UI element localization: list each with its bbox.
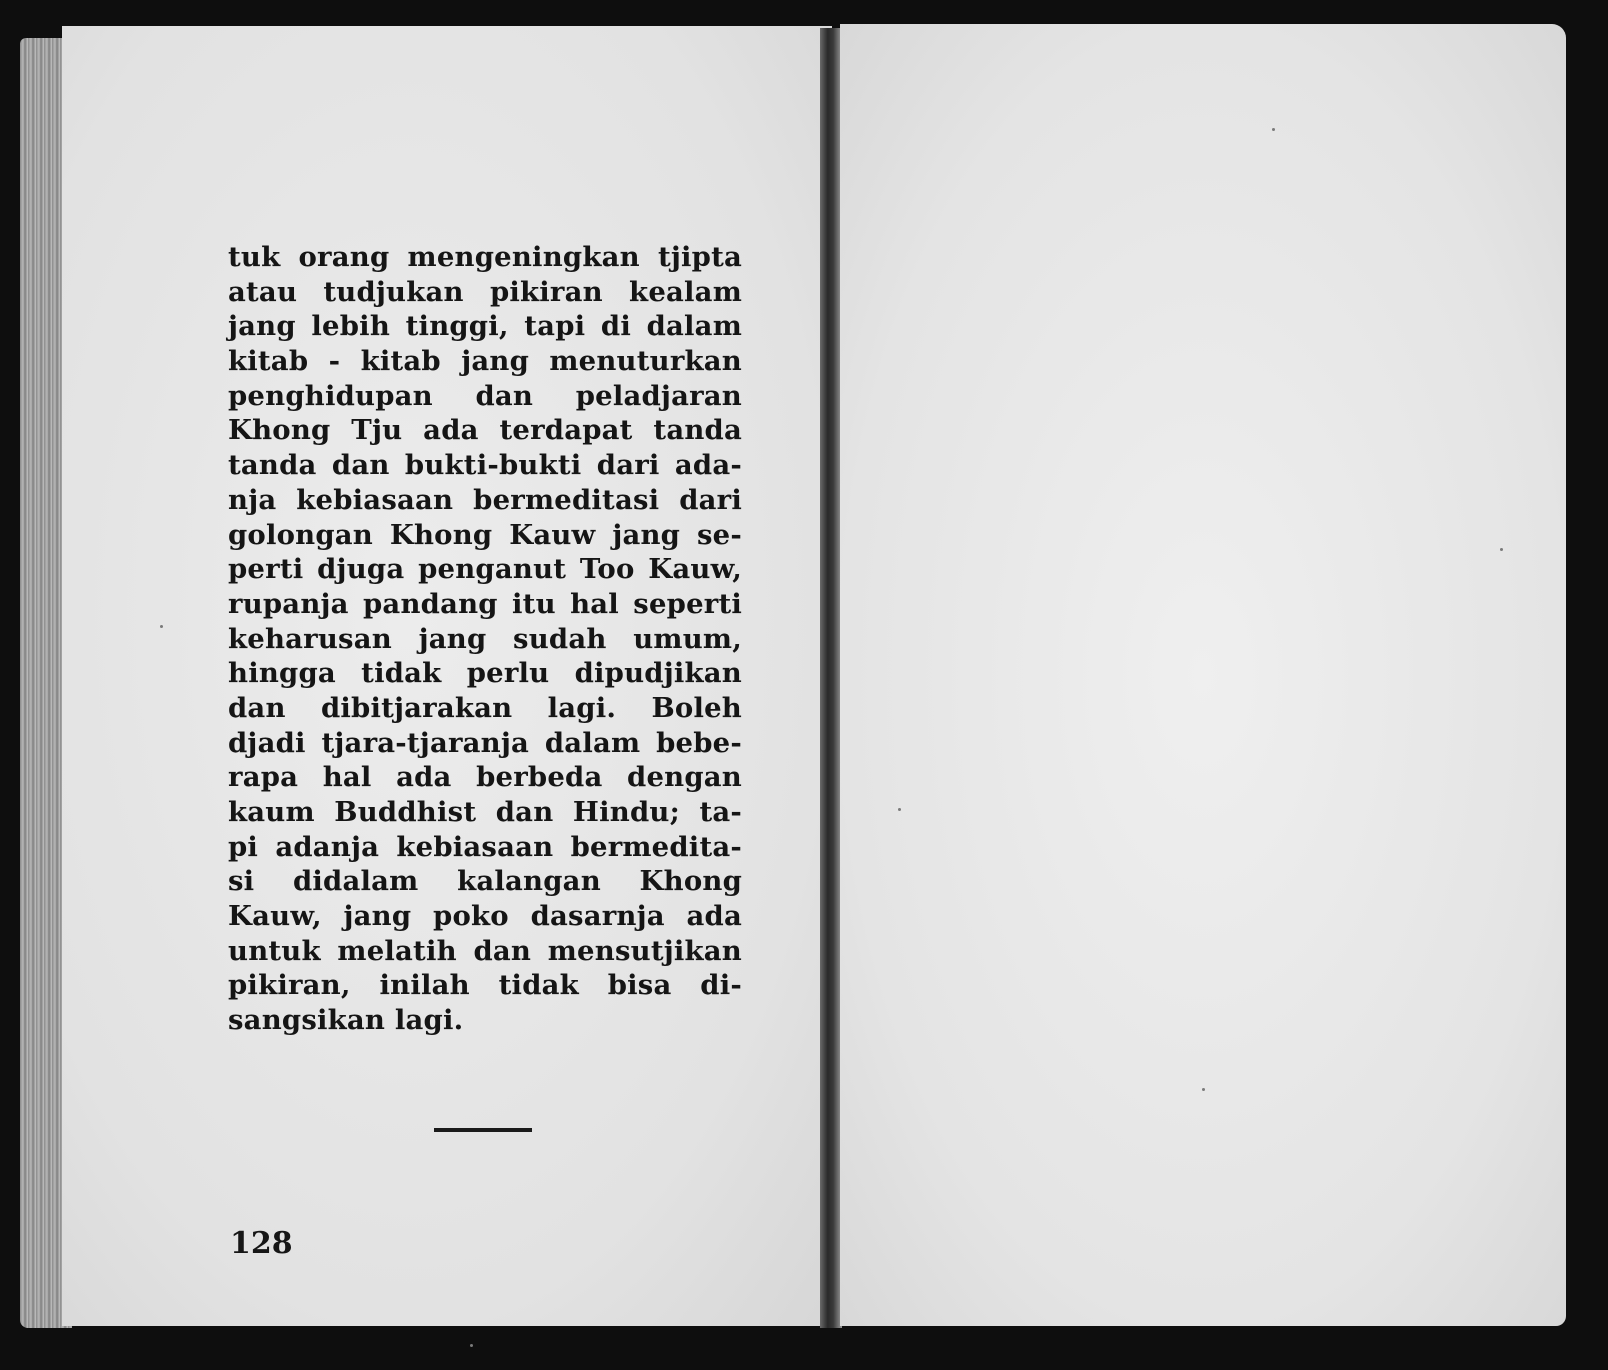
- text-line: jang lebih tinggi, tapi di dalam: [228, 310, 742, 343]
- text-line: kitab - kitab jang menuturkan: [228, 345, 742, 378]
- dust-speck: [898, 808, 901, 811]
- text-line: sangsikan lagi.: [228, 1004, 464, 1037]
- text-line: untuk melatih dan mensutjikan: [228, 934, 742, 967]
- section-end-rule: [434, 1128, 532, 1132]
- text-line: golongan Khong Kauw jang se-: [228, 518, 742, 551]
- book-gutter: [820, 28, 842, 1328]
- text-line: keharusan jang sudah umum,: [228, 622, 742, 655]
- text-line: kaum Buddhist dan Hindu; ta-: [228, 796, 742, 828]
- text-line: atau tudjukan pikiran kealam: [228, 275, 742, 308]
- text-line: rapa hal ada berbeda dengan: [228, 761, 742, 794]
- dust-speck: [470, 1344, 473, 1347]
- text-line: tanda dan bukti-bukti dari ada-: [228, 449, 742, 482]
- body-text: [228, 240, 742, 1038]
- text-line: pi adanja kebiasaan bermedita-: [228, 830, 742, 863]
- text-line: dan dibitjarakan lagi. Boleh: [228, 691, 742, 724]
- text-line: Khong Tju ada terdapat tanda: [228, 414, 742, 447]
- text-line: nja kebiasaan bermeditasi dari: [228, 483, 742, 516]
- dust-speck: [160, 625, 163, 628]
- text-line: Kauw, jang poko dasarnja ada: [228, 900, 742, 933]
- text-line: hingga tidak perlu dipudjikan: [228, 657, 742, 690]
- dust-speck: [1202, 1088, 1205, 1091]
- text-line: pikiran, inilah tidak bisa di-: [228, 969, 742, 1002]
- text-line: perti djuga penganut Too Kauw,: [228, 553, 742, 586]
- text-line: penghidupan dan peladjaran: [228, 379, 742, 412]
- page-number: 128: [230, 1226, 293, 1261]
- dust-speck: [1272, 128, 1275, 131]
- text-line: djadi tjara-tjaranja dalam bebe-: [228, 726, 742, 759]
- text-line: rupanja pandang itu hal seperti: [228, 587, 742, 620]
- text-line: si didalam kalangan Khong: [228, 865, 742, 898]
- dust-speck: [1500, 548, 1503, 551]
- right-page-blank: [840, 24, 1566, 1326]
- text-line: tuk orang mengeningkan tjipta: [228, 241, 742, 273]
